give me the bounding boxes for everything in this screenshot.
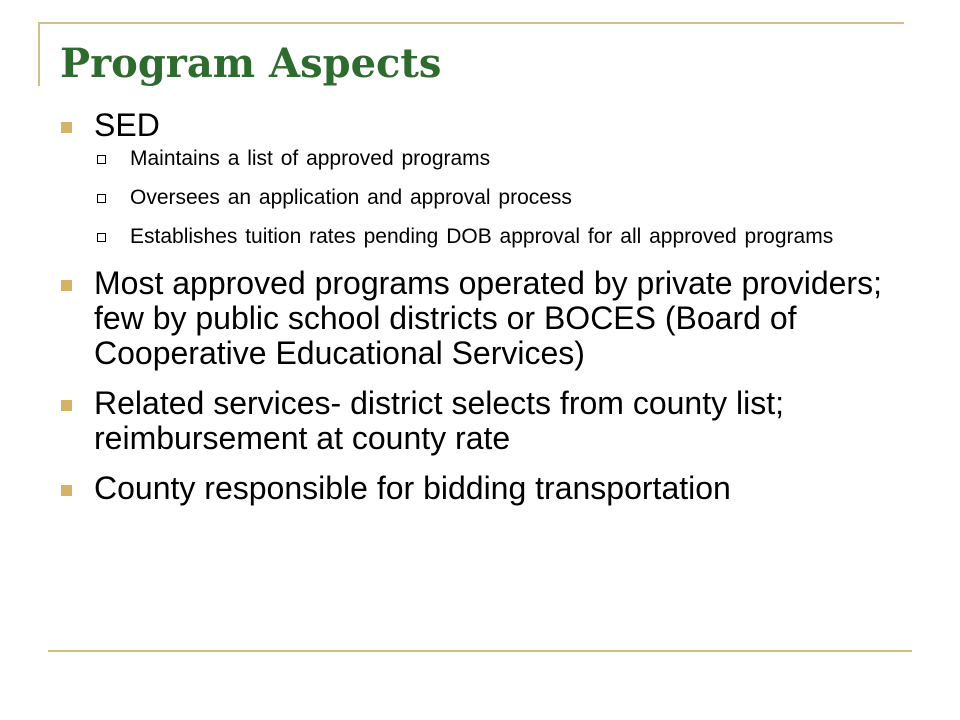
sub-bullet-text: Oversees an application and approval process: [130, 186, 572, 209]
bottom-frame-line: [48, 650, 912, 652]
bullet-text: Related services- district selects from county list; reimbursement at county rate: [94, 385, 784, 456]
bullet-text: SED: [94, 107, 160, 143]
sub-bullet-text: Establishes tuition rates pending DOB approval for all approved programs: [130, 225, 834, 248]
sub-bullet: [94, 186, 908, 210]
sub-bullet: [94, 225, 908, 249]
hollow-square-bullet-icon: [97, 233, 106, 242]
sub-bullet-list: [58, 147, 908, 249]
slide-title: Program Aspects: [60, 40, 442, 87]
bullet-sed: [58, 108, 908, 143]
sub-bullet-text: Maintains a list of approved programs: [130, 147, 491, 170]
square-bullet-icon: [61, 485, 72, 496]
slide-body: [58, 108, 908, 506]
bullet-related-services: [58, 386, 908, 456]
bullet-transportation: [58, 471, 908, 506]
hollow-square-bullet-icon: [97, 155, 106, 164]
square-bullet-icon: [61, 122, 72, 133]
left-frame-line: [38, 22, 40, 86]
sub-bullet: [94, 147, 908, 171]
hollow-square-bullet-icon: [97, 194, 106, 203]
bullet-text: County responsible for bidding transportation: [94, 470, 731, 506]
bullet-text: Most approved programs operated by private providers; few by public school districts or BOCES (Board of Cooperative Educational Services): [94, 265, 882, 371]
top-frame-line: [38, 22, 904, 24]
square-bullet-icon: [61, 400, 72, 411]
square-bullet-icon: [61, 280, 72, 291]
bullet-approved-programs: [58, 266, 908, 371]
